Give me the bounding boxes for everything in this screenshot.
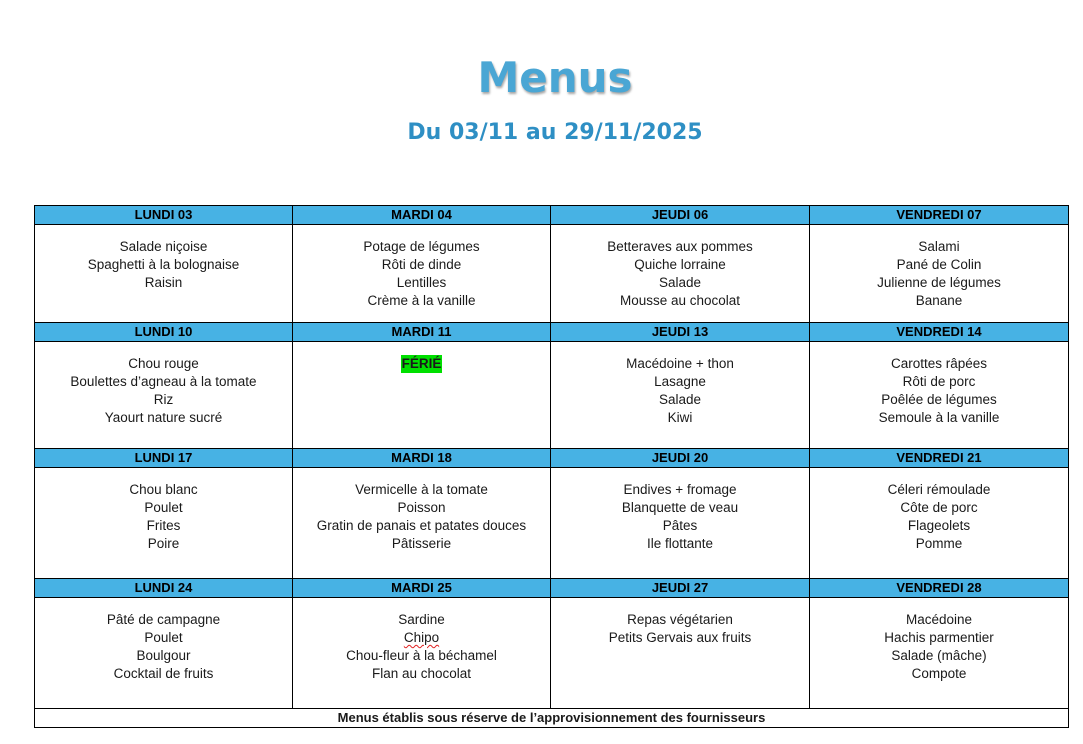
dish: Repas végétarien	[627, 612, 733, 627]
dish: Kiwi	[667, 410, 693, 425]
dish: Carottes râpées	[890, 356, 988, 371]
dish: Lentilles	[396, 275, 447, 290]
menu-cell-monday	[35, 225, 293, 323]
dish: Pomme	[915, 536, 963, 551]
dish: Crème à la vanille	[367, 293, 476, 308]
dish: Lasagne	[654, 374, 706, 389]
day-header-monday: LUNDI 10	[35, 323, 293, 342]
dish: Chou-fleur à la béchamel	[346, 648, 497, 663]
menu-cell-friday	[810, 598, 1069, 709]
dish: Poulet	[144, 630, 183, 645]
menu-cell-monday	[35, 598, 293, 709]
dish: Betteraves aux pommes	[607, 239, 753, 254]
menu-cell-thursday	[551, 225, 810, 323]
dish: Petits Gervais aux fruits	[608, 630, 752, 645]
dish-row	[35, 468, 1069, 579]
day-header-thursday: JEUDI 20	[551, 449, 810, 468]
day-header-thursday: JEUDI 27	[551, 579, 810, 598]
dish: Ile flottante	[646, 536, 714, 551]
day-header-monday: LUNDI 17	[35, 449, 293, 468]
page-subtitle: Du 03/11 au 29/11/2025	[407, 120, 703, 145]
dish: Poire	[147, 536, 180, 551]
dish-line	[293, 355, 550, 373]
dish-row	[35, 342, 1069, 449]
day-header-thursday: JEUDI 13	[551, 323, 810, 342]
day-header-tuesday: MARDI 04	[293, 206, 551, 225]
dish: Poulet	[144, 500, 183, 515]
dish: Poêlée de légumes	[881, 392, 997, 407]
dish: Salade niçoise	[119, 239, 208, 254]
day-header-monday: LUNDI 03	[35, 206, 293, 225]
dish: Mousse au chocolat	[619, 293, 741, 308]
menu-cell-thursday	[551, 342, 810, 449]
dish: Endives + fromage	[623, 482, 737, 497]
dish: Potage de légumes	[363, 239, 480, 254]
dish: Rôti de porc	[902, 374, 976, 389]
dish: Chou rouge	[128, 356, 199, 371]
dish: Yaourt nature sucré	[104, 410, 223, 425]
dish-row	[35, 225, 1069, 323]
day-header-friday: VENDREDI 07	[810, 206, 1069, 225]
day-header-tuesday: MARDI 11	[293, 323, 551, 342]
dish: Poisson	[397, 500, 446, 515]
dish: Pâtisserie	[391, 536, 452, 551]
dish: Banane	[915, 293, 963, 308]
dish: Pané de Colin	[896, 257, 982, 272]
day-header-tuesday: MARDI 18	[293, 449, 551, 468]
dish: Céleri rémoulade	[887, 482, 991, 497]
dish: Salade	[658, 275, 702, 290]
menu-cell-thursday	[551, 598, 810, 709]
dish: Hachis parmentier	[884, 630, 994, 645]
dish: Rôti de dinde	[381, 257, 462, 272]
day-header-row	[35, 579, 1069, 598]
dish: Boulettes d’agneau à la tomate	[70, 374, 257, 389]
supply-disclaimer: Menus établis sous réserve de l’approvisionnement des fournisseurs	[35, 709, 1069, 728]
dish: Semoule à la vanille	[878, 410, 1000, 425]
dish: Macédoine + thon	[626, 356, 734, 371]
menu-table	[34, 205, 1069, 728]
dish: Salade	[658, 392, 702, 407]
day-header-thursday: JEUDI 06	[551, 206, 810, 225]
dish-row	[35, 598, 1069, 709]
dish: Spaghetti à la bolognaise	[87, 257, 240, 272]
menu-cell-monday	[35, 468, 293, 579]
menu-cell-friday	[810, 225, 1069, 323]
dish: Boulgour	[136, 648, 191, 663]
dish: Julienne de légumes	[877, 275, 1001, 290]
dish: Riz	[153, 392, 174, 407]
dish: Raisin	[144, 275, 183, 290]
dish: Flageolets	[907, 518, 971, 533]
menu-cell-tuesday	[293, 468, 551, 579]
day-header-row	[35, 206, 1069, 225]
day-header-monday: LUNDI 24	[35, 579, 293, 598]
dish: Salami	[918, 239, 960, 254]
menu-cell-friday	[810, 468, 1069, 579]
holiday-badge: FÉRIÉ	[401, 356, 442, 371]
dish: Macédoine	[905, 612, 973, 627]
dish: Gratin de panais et patates douces	[316, 518, 527, 533]
menu-cell-friday	[810, 342, 1069, 449]
dish: Côte de porc	[900, 500, 978, 515]
menu-cell-tuesday	[293, 598, 551, 709]
day-header-row	[35, 323, 1069, 342]
menu-cell-tuesday	[293, 342, 551, 449]
footer-row	[35, 709, 1069, 728]
menu-cell-thursday	[551, 468, 810, 579]
dish-line	[293, 629, 550, 647]
dish: Vermicelle à la tomate	[355, 482, 488, 497]
dish: Blanquette de veau	[621, 500, 739, 515]
day-header-friday: VENDREDI 14	[810, 323, 1069, 342]
day-header-row	[35, 449, 1069, 468]
day-header-friday: VENDREDI 28	[810, 579, 1069, 598]
dish: Frites	[146, 518, 181, 533]
dish: Pâté de campagne	[106, 612, 221, 627]
dish: Pâtes	[662, 518, 698, 533]
dish: Quiche lorraine	[634, 257, 726, 272]
menu-cell-monday	[35, 342, 293, 449]
dish: Cocktail de fruits	[113, 666, 214, 681]
dish: Salade (mâche)	[891, 648, 987, 663]
menu-cell-tuesday	[293, 225, 551, 323]
dish: Compote	[911, 666, 967, 681]
dish: Flan au chocolat	[371, 666, 472, 681]
dish: Sardine	[398, 612, 445, 627]
day-header-friday: VENDREDI 21	[810, 449, 1069, 468]
day-header-tuesday: MARDI 25	[293, 579, 551, 598]
dish: Chipo	[403, 630, 440, 645]
dish: Chou blanc	[129, 482, 198, 497]
page-title: Menus	[477, 53, 633, 102]
